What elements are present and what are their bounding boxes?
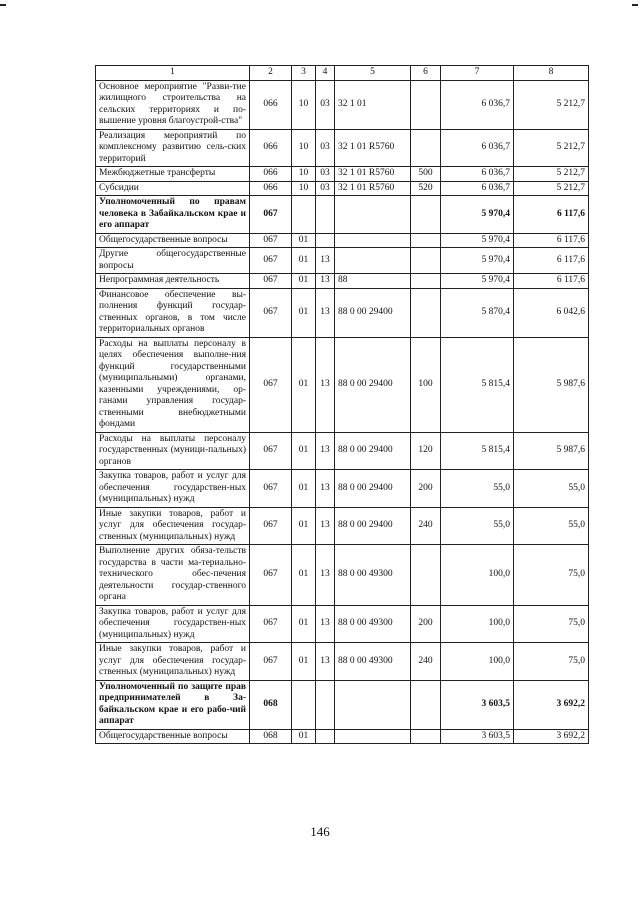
pr-code-cell: 13 (316, 432, 335, 470)
col-header: 2 (250, 66, 292, 81)
row-name-cell: Выполнение других обяза-тельств государства в части ма-териально-технического обес-печения деятельности государ-ственного органа (96, 545, 250, 606)
vid-code-cell: 120 (411, 432, 441, 470)
rz-code-cell: 01 (292, 605, 316, 643)
row-name-cell: Иные закупки товаров, работ и услуг для обеспечения государ-ственных (муниципальных) нужд (96, 507, 250, 545)
vid-code-cell: 100 (411, 337, 441, 432)
vr-code-cell: 067 (250, 248, 292, 274)
rz-code-cell: 10 (292, 181, 316, 196)
col-header: 1 (96, 66, 250, 81)
vid-code-cell (411, 196, 441, 234)
amount-cell-8: 6 117,6 (514, 196, 589, 234)
vid-code-cell (411, 80, 441, 129)
row-name-cell: Непрограммная деятельность (96, 274, 250, 289)
vr-code-cell: 067 (250, 507, 292, 545)
table-row (96, 274, 589, 289)
rz-code-cell: 01 (292, 643, 316, 681)
csr-code-cell: 88 0 00 29400 (335, 337, 411, 432)
vr-code-cell: 067 (250, 274, 292, 289)
row-name-cell: Другие общегосударственные вопросы (96, 248, 250, 274)
rz-code-cell: 01 (292, 337, 316, 432)
vid-code-cell: 520 (411, 181, 441, 196)
rz-code-cell: 01 (292, 233, 316, 248)
table-row (96, 545, 589, 606)
table-row (96, 233, 589, 248)
pr-code-cell: 03 (316, 181, 335, 196)
amount-cell-8: 5 987,6 (514, 337, 589, 432)
row-name-cell: Уполномоченный по правам человека в Забайкальском крае и его аппарат (96, 196, 250, 234)
rz-code-cell: 10 (292, 129, 316, 167)
amount-cell-7: 6 036,7 (441, 80, 514, 129)
amount-cell-8: 75,0 (514, 643, 589, 681)
vr-code-cell: 067 (250, 545, 292, 606)
row-name-cell: Общегосударственные вопросы (96, 233, 250, 248)
csr-code-cell (335, 196, 411, 234)
table-header-row (96, 66, 589, 81)
vr-code-cell: 068 (250, 680, 292, 729)
vr-code-cell: 067 (250, 337, 292, 432)
row-name-cell: Общегосударственные вопросы (96, 729, 250, 744)
amount-cell-8: 5 212,7 (514, 167, 589, 182)
col-header: 5 (335, 66, 411, 81)
vid-code-cell: 240 (411, 507, 441, 545)
csr-code-cell: 88 0 00 49300 (335, 545, 411, 606)
amount-cell-7: 6 036,7 (441, 181, 514, 196)
csr-code-cell: 88 0 00 29400 (335, 470, 411, 508)
table-row (96, 167, 589, 182)
amount-cell-7: 5 970,4 (441, 196, 514, 234)
amount-cell-7: 100,0 (441, 643, 514, 681)
amount-cell-7: 100,0 (441, 605, 514, 643)
row-name-cell: Финансовое обеспечение вы-полнения функций государ-ственных органов, в том числе территориальных органов (96, 288, 250, 337)
amount-cell-7: 5 815,4 (441, 337, 514, 432)
table-row (96, 288, 589, 337)
csr-code-cell: 88 0 00 29400 (335, 432, 411, 470)
vid-code-cell (411, 274, 441, 289)
pr-code-cell: 13 (316, 605, 335, 643)
vr-code-cell: 067 (250, 288, 292, 337)
table-row (96, 470, 589, 508)
table-row (96, 507, 589, 545)
amount-cell-8: 5 212,7 (514, 129, 589, 167)
amount-cell-7: 55,0 (441, 507, 514, 545)
vr-code-cell: 067 (250, 196, 292, 234)
csr-code-cell: 32 1 01 (335, 80, 411, 129)
row-name-cell: Уполномоченный по защите прав предпринимателей в За-байкальском крае и его рабо-чий аппарат (96, 680, 250, 729)
table-row (96, 643, 589, 681)
amount-cell-8: 6 117,6 (514, 233, 589, 248)
csr-code-cell: 88 0 00 49300 (335, 643, 411, 681)
vr-code-cell: 067 (250, 605, 292, 643)
vr-code-cell: 068 (250, 729, 292, 744)
amount-cell-7: 3 603,5 (441, 680, 514, 729)
vid-code-cell: 200 (411, 470, 441, 508)
col-header: 8 (514, 66, 589, 81)
vr-code-cell: 066 (250, 80, 292, 129)
amount-cell-8: 75,0 (514, 605, 589, 643)
table-row (96, 129, 589, 167)
pr-code-cell (316, 729, 335, 744)
csr-code-cell (335, 248, 411, 274)
amount-cell-8: 6 042,6 (514, 288, 589, 337)
row-name-cell: Закупка товаров, работ и услуг для обеспечения государствен-ных (муниципальных) нужд (96, 605, 250, 643)
rz-code-cell (292, 196, 316, 234)
col-header: 3 (292, 66, 316, 81)
pr-code-cell: 13 (316, 288, 335, 337)
amount-cell-7: 100,0 (441, 545, 514, 606)
vr-code-cell: 066 (250, 167, 292, 182)
vr-code-cell: 067 (250, 643, 292, 681)
amount-cell-8: 5 212,7 (514, 181, 589, 196)
vid-code-cell (411, 248, 441, 274)
table-row (96, 181, 589, 196)
vid-code-cell (411, 233, 441, 248)
pr-code-cell (316, 196, 335, 234)
table-row (96, 680, 589, 729)
vid-code-cell (411, 729, 441, 744)
row-name-cell: Реализация мероприятий по комплексному развитию сель-ских территорий (96, 129, 250, 167)
amount-cell-7: 5 970,4 (441, 233, 514, 248)
col-header: 6 (411, 66, 441, 81)
amount-cell-8: 55,0 (514, 507, 589, 545)
rz-code-cell: 01 (292, 729, 316, 744)
table-row (96, 729, 589, 744)
rz-code-cell: 01 (292, 432, 316, 470)
table-row (96, 605, 589, 643)
pr-code-cell: 13 (316, 337, 335, 432)
amount-cell-8: 55,0 (514, 470, 589, 508)
rz-code-cell: 01 (292, 545, 316, 606)
vr-code-cell: 067 (250, 470, 292, 508)
budget-table (95, 65, 589, 744)
table-row (96, 432, 589, 470)
amount-cell-7: 6 036,7 (441, 129, 514, 167)
rz-code-cell: 01 (292, 248, 316, 274)
rz-code-cell: 01 (292, 274, 316, 289)
amount-cell-7: 3 603,5 (441, 729, 514, 744)
vid-code-cell (411, 680, 441, 729)
csr-code-cell (335, 729, 411, 744)
pr-code-cell (316, 680, 335, 729)
amount-cell-7: 55,0 (441, 470, 514, 508)
pr-code-cell: 03 (316, 80, 335, 129)
amount-cell-7: 5 815,4 (441, 432, 514, 470)
amount-cell-7: 5 970,4 (441, 274, 514, 289)
rz-code-cell (292, 680, 316, 729)
csr-code-cell (335, 233, 411, 248)
amount-cell-8: 3 692,2 (514, 729, 589, 744)
row-name-cell: Иные закупки товаров, работ и услуг для обеспечения государ-ственных (муниципальных) нужд (96, 643, 250, 681)
pr-code-cell: 03 (316, 167, 335, 182)
pr-code-cell: 13 (316, 248, 335, 274)
table-row (96, 248, 589, 274)
csr-code-cell: 88 0 00 29400 (335, 288, 411, 337)
table-body (96, 80, 589, 744)
scan-mark-right (632, 4, 638, 6)
rz-code-cell: 01 (292, 470, 316, 508)
row-name-cell: Расходы на выплаты персоналу государственных (муници-пальных) органов (96, 432, 250, 470)
pr-code-cell: 13 (316, 274, 335, 289)
table-row (96, 80, 589, 129)
vr-code-cell: 066 (250, 181, 292, 196)
pr-code-cell: 13 (316, 545, 335, 606)
amount-cell-7: 6 036,7 (441, 167, 514, 182)
amount-cell-8: 5 212,7 (514, 80, 589, 129)
vid-code-cell (411, 129, 441, 167)
csr-code-cell: 88 (335, 274, 411, 289)
rz-code-cell: 01 (292, 507, 316, 545)
csr-code-cell: 32 1 01 R5760 (335, 181, 411, 196)
vid-code-cell: 200 (411, 605, 441, 643)
vid-code-cell: 500 (411, 167, 441, 182)
vr-code-cell: 066 (250, 129, 292, 167)
rz-code-cell: 01 (292, 288, 316, 337)
amount-cell-7: 5 970,4 (441, 248, 514, 274)
row-name-cell: Субсидии (96, 181, 250, 196)
amount-cell-7: 5 870,4 (441, 288, 514, 337)
pr-code-cell: 13 (316, 470, 335, 508)
csr-code-cell: 32 1 01 R5760 (335, 167, 411, 182)
amount-cell-8: 75,0 (514, 545, 589, 606)
rz-code-cell: 10 (292, 167, 316, 182)
vid-code-cell: 240 (411, 643, 441, 681)
csr-code-cell: 88 0 00 49300 (335, 605, 411, 643)
row-name-cell: Расходы на выплаты персоналу в целях обеспечения выполне-ния функций государственными (муниципальными) органами, казенными учреждениями, ор-ганами управления государ-ственными внебюджетными фондами (96, 337, 250, 432)
rz-code-cell: 10 (292, 80, 316, 129)
row-name-cell: Межбюджетные трансферты (96, 167, 250, 182)
vr-code-cell: 067 (250, 233, 292, 248)
table-row (96, 196, 589, 234)
csr-code-cell: 88 0 00 29400 (335, 507, 411, 545)
scan-mark-left (0, 4, 6, 6)
page-number: 146 (310, 824, 330, 839)
amount-cell-8: 3 692,2 (514, 680, 589, 729)
vid-code-cell (411, 288, 441, 337)
vr-code-cell: 067 (250, 432, 292, 470)
row-name-cell: Основное мероприятие "Разви-тие жилищного строительства на сельских территориях и по-вышение уровня благоустрой-ства" (96, 80, 250, 129)
col-header: 7 (441, 66, 514, 81)
table-row (96, 337, 589, 432)
pr-code-cell (316, 233, 335, 248)
amount-cell-8: 6 117,6 (514, 248, 589, 274)
csr-code-cell (335, 680, 411, 729)
col-header: 4 (316, 66, 335, 81)
pr-code-cell: 13 (316, 507, 335, 545)
vid-code-cell (411, 545, 441, 606)
pr-code-cell: 13 (316, 643, 335, 681)
csr-code-cell: 32 1 01 R5760 (335, 129, 411, 167)
amount-cell-8: 5 987,6 (514, 432, 589, 470)
amount-cell-8: 6 117,6 (514, 274, 589, 289)
row-name-cell: Закупка товаров, работ и услуг для обеспечения государствен-ных (муниципальных) нужд (96, 470, 250, 508)
pr-code-cell: 03 (316, 129, 335, 167)
